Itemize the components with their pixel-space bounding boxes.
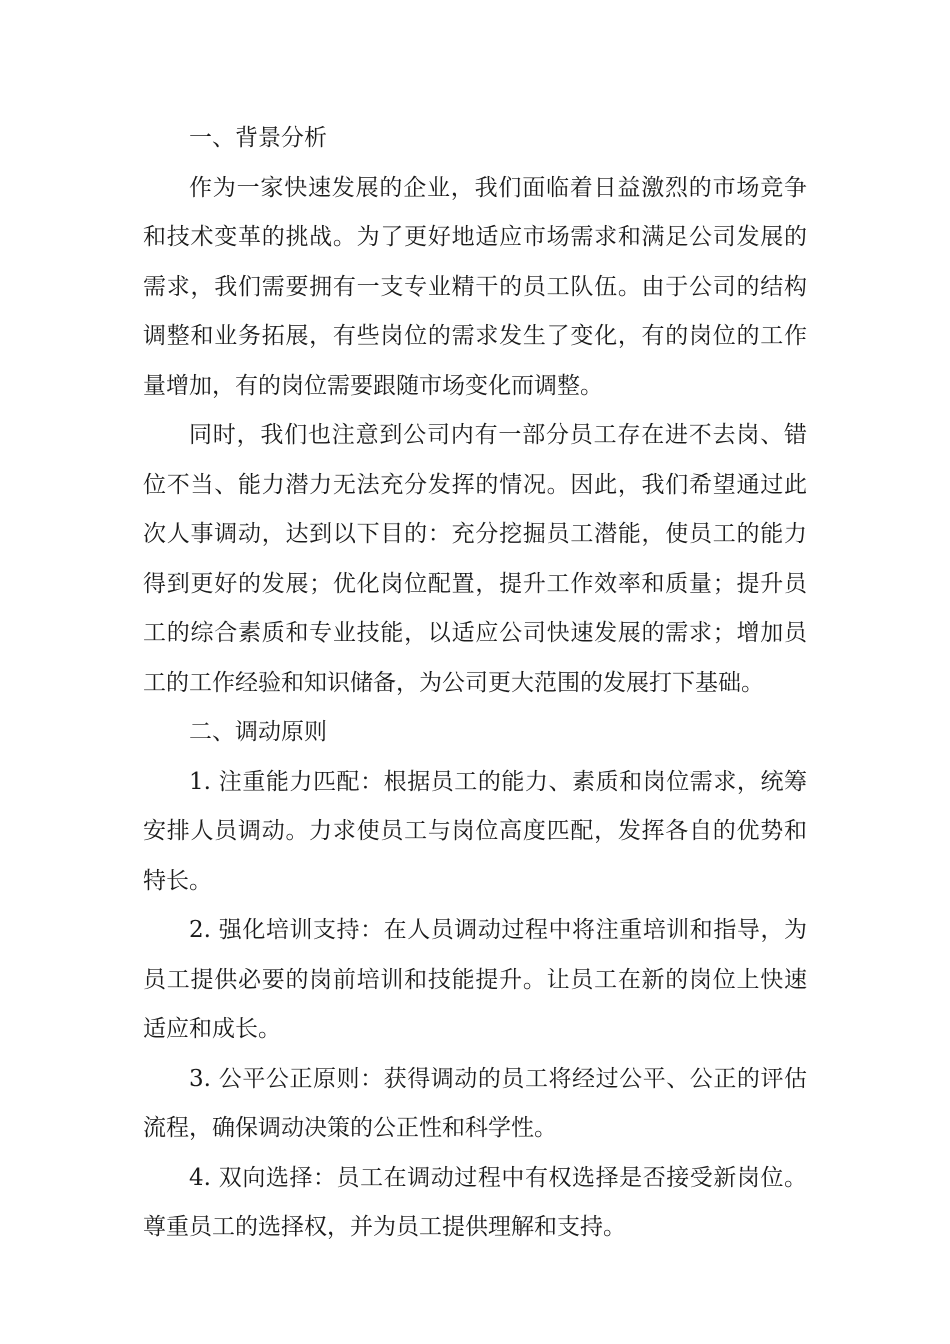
principle-item-3: 3. 公平公正原则：获得调动的员工将经过公平、公正的评估流程，确保调动决策的公正性和科学性。 [143, 1065, 807, 1141]
paragraph-background-1: 作为一家快速发展的企业，我们面临着日益激烈的市场竞争和技术变革的挑战。为了更好地适应市场需求和满足公司发展的需求，我们需要拥有一支专业精干的员工队伍。由于公司的结构调整和业务拓展，有些岗位的需求发生了变化，有的岗位的工作量增加，有的岗位需要跟随市场变化而调整。 [143, 174, 807, 399]
principle-item-2: 2. 强化培训支持：在人员调动过程中将注重培训和指导，为员工提供必要的岗前培训和技能提升。让员工在新的岗位上快速适应和成长。 [143, 917, 807, 1042]
section-heading-principles: 二、调动原则 [189, 719, 327, 745]
paragraph-background-2: 同时，我们也注意到公司内有一部分员工存在进不去岗、错位不当、能力潜力无法充分发挥的情况。因此，我们希望通过此次人事调动，达到以下目的：充分挖掘员工潜能，使员工的能力得到更好的发展；优化岗位配置，提升工作效率和质量；提升员工的综合素质和专业技能，以适应公司快速发展的需求；增加员工的工作经验和知识储备，为公司更大范围的发展打下基础。 [143, 422, 807, 696]
principle-item-4: 4. 双向选择：员工在调动过程中有权选择是否接受新岗位。尊重员工的选择权，并为员工提供理解和支持。 [143, 1164, 807, 1240]
section-heading-background: 一、背景分析 [189, 125, 327, 151]
principle-item-1: 1. 注重能力匹配：根据员工的能力、素质和岗位需求，统筹安排人员调动。力求使员工与岗位高度匹配，发挥各自的优势和特长。 [143, 768, 807, 894]
document-body [143, 114, 807, 1253]
